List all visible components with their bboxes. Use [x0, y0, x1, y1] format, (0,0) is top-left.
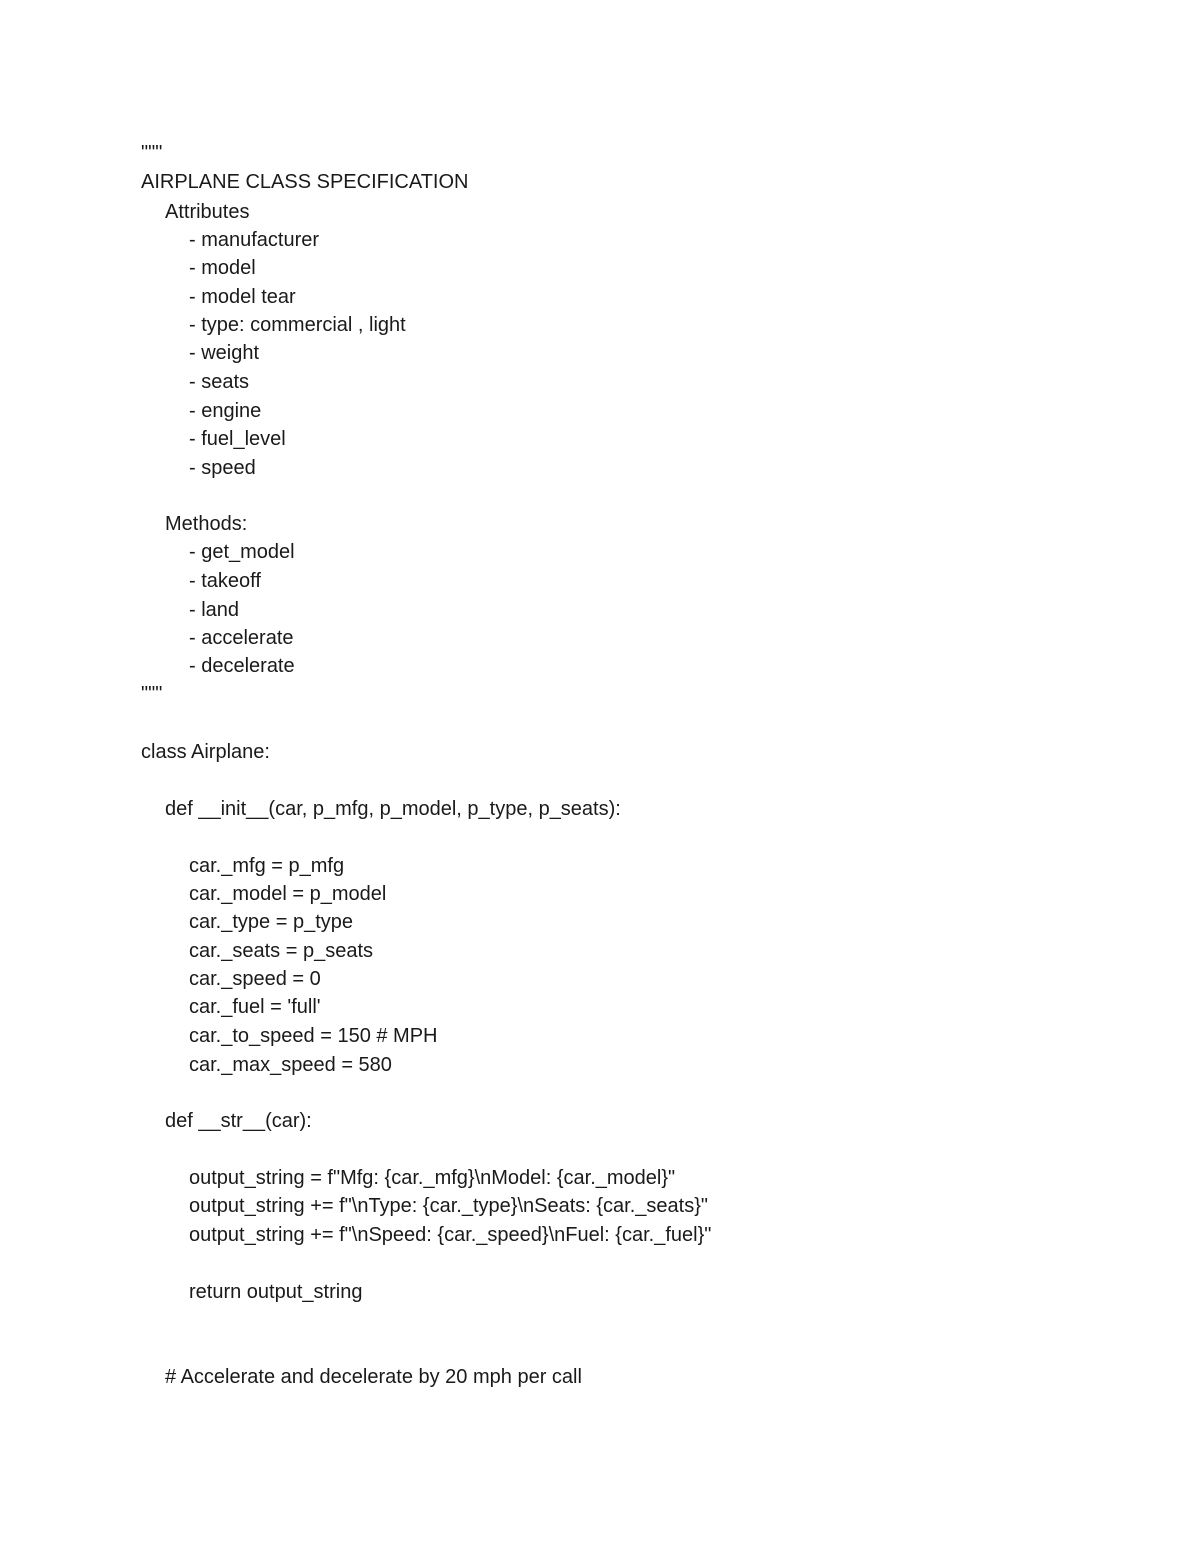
- attribute-item: - speed: [189, 457, 256, 479]
- attribute-item: - weight: [189, 342, 260, 364]
- init-statement: car._mfg = p_mfg: [189, 855, 345, 877]
- method-item: - get_model: [189, 541, 295, 563]
- attribute-item: - seats: [189, 371, 250, 393]
- attribute-item: - fuel_level: [189, 428, 286, 450]
- attribute-item: - type: commercial , light: [189, 314, 406, 336]
- method-item: - accelerate: [189, 627, 294, 649]
- init-definition: def __init__(car, p_mfg, p_model, p_type, p_seats):: [165, 798, 621, 820]
- attribute-item: - engine: [189, 400, 262, 422]
- spec-title: AIRPLANE CLASS SPECIFICATION: [141, 171, 469, 193]
- code-comment: # Accelerate and decelerate by 20 mph per call: [165, 1366, 582, 1388]
- str-statement: output_string += f"\nSpeed: {car._speed}\nFuel: {car._fuel}": [189, 1224, 712, 1246]
- init-statement: car._to_speed = 150 # MPH: [189, 1025, 438, 1047]
- method-item: - land: [189, 599, 240, 621]
- class-declaration: class Airplane:: [141, 741, 270, 763]
- attribute-item: - model tear: [189, 286, 296, 308]
- method-item: - takeoff: [189, 570, 261, 592]
- str-statement: output_string = f"Mfg: {car._mfg}\nModel: {car._model}": [189, 1167, 676, 1189]
- attribute-item: - manufacturer: [189, 229, 320, 251]
- method-item: - decelerate: [189, 655, 295, 677]
- docstring-close-quotes: """: [141, 683, 163, 705]
- init-statement: car._seats = p_seats: [189, 940, 374, 962]
- init-statement: car._model = p_model: [189, 883, 387, 905]
- init-statement: car._fuel = 'full': [189, 996, 321, 1018]
- str-definition: def __str__(car):: [165, 1110, 312, 1132]
- attribute-item: - model: [189, 257, 256, 279]
- init-statement: car._type = p_type: [189, 911, 354, 933]
- init-statement: car._max_speed = 580: [189, 1054, 392, 1076]
- attributes-heading: Attributes: [165, 201, 250, 223]
- init-statement: car._speed = 0: [189, 968, 321, 990]
- docstring-open-quotes: """: [141, 142, 163, 164]
- return-statement: return output_string: [189, 1281, 363, 1303]
- str-statement: output_string += f"\nType: {car._type}\nSeats: {car._seats}": [189, 1195, 708, 1217]
- methods-heading: Methods:: [165, 513, 248, 535]
